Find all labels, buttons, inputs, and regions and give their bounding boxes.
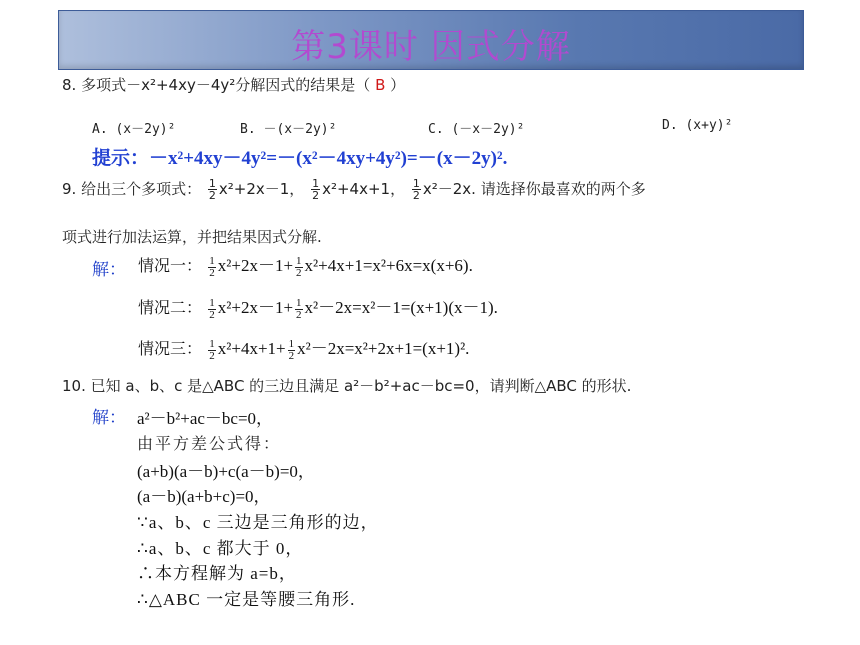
q9-stem-prefix: 9. 给出三个多项式： (62, 180, 202, 198)
fraction-numerator: 1 (209, 296, 215, 309)
q9-case2-label: 情况二： (138, 298, 203, 317)
q10-step4: (a－b)(a+b+c)=0， (137, 487, 271, 506)
q8-hint: 提示：－x²+4xy－4y²=－(x²－4xy+4y²)=－(x－2y)². (92, 148, 508, 169)
fraction-denominator: 2 (412, 189, 420, 202)
fraction-denominator: 2 (208, 189, 216, 202)
q9-case3-label: 情况三： (138, 339, 203, 358)
fraction-denominator: 2 (209, 266, 215, 279)
q9-case2 (138, 293, 498, 321)
q9-case3-part1: x²+4x+1+ (217, 339, 286, 358)
q10-step3: (a+b)(a－b)+c(a－b)=0， (137, 462, 315, 481)
q9-case3-part2: x²－2x=x²+2x+1=(x+1)². (297, 339, 470, 358)
q9-stem-line2: 项式进行加法运算，并把结果因式分解. (62, 228, 322, 246)
q10-solution-label: 解： (92, 408, 126, 428)
fraction-half (208, 339, 216, 362)
fraction-numerator: 1 (296, 254, 302, 267)
fraction-numerator: 1 (209, 337, 215, 350)
q9-solution-label: 解： (92, 260, 126, 280)
q9-case1 (138, 251, 473, 279)
q9-case1-part2: x²+4x+1=x²+6x=x(x+6). (304, 256, 473, 275)
q8-close: ） (390, 76, 406, 94)
q9-poly3: x²－2x. 请选择你最喜欢的两个多 (422, 180, 646, 198)
fraction-half (412, 178, 421, 201)
q10-step5: ∵a、b、c 三边是三角形的边， (137, 513, 379, 532)
q9-case1-label: 情况一： (138, 256, 203, 275)
q8-option-c: C. (－x－2y)² (428, 122, 525, 137)
fraction-denominator: 2 (209, 349, 215, 362)
fraction-half (295, 256, 303, 279)
fraction-half (208, 256, 216, 279)
q9-case2-part1: x²+2x－1+ (217, 298, 294, 317)
page-title: 第3课时 因式分解 (291, 27, 571, 67)
fraction-numerator: 1 (312, 177, 320, 190)
q9-poly1: x²+2x－1， (218, 180, 305, 198)
fraction-numerator: 1 (288, 337, 295, 350)
q9-case3 (138, 334, 469, 362)
fraction-denominator: 2 (312, 189, 320, 202)
q8-stem-text: 8. 多项式－x²+4xy－4y²分解因式的结果是（ (62, 76, 371, 94)
q10-step8: ∴△ABC 一定是等腰三角形. (137, 590, 356, 609)
q8-option-d: D. (x+y)² (662, 118, 733, 133)
title-banner (58, 10, 804, 70)
fraction-numerator: 1 (209, 254, 215, 267)
fraction-numerator: 1 (296, 296, 302, 309)
q8-answer: B (375, 76, 386, 94)
fraction-half (311, 178, 320, 201)
q8-stem (62, 74, 405, 95)
q10-step2: 由平方差公式得： (137, 434, 282, 453)
q9-stem-line1 (62, 178, 646, 201)
fraction-half (288, 339, 296, 362)
fraction-denominator: 2 (288, 349, 295, 362)
fraction-numerator: 1 (412, 177, 420, 190)
fraction-half (295, 298, 303, 321)
q9-case1-part1: x²+2x－1+ (217, 256, 294, 275)
fraction-denominator: 2 (296, 308, 302, 321)
fraction-denominator: 2 (209, 308, 215, 321)
q10-stem: 10. 已知 a、b、c 是△ABC 的三边且满足 a²－b²+ac－bc=0，请判断△ABC 的形状. (62, 377, 632, 395)
fraction-half (208, 178, 217, 201)
q10-step7: ∴本方程解为 a=b， (137, 564, 297, 583)
fraction-numerator: 1 (208, 177, 216, 190)
fraction-denominator: 2 (296, 266, 302, 279)
fraction-half (208, 298, 216, 321)
q10-step1: a²－b²+ac－bc=0， (137, 409, 274, 428)
q9-poly2: x²+4x+1， (322, 180, 406, 198)
q8-option-b: B. －(x－2y)² (240, 122, 337, 137)
q8-option-a: A. (x－2y)² (92, 122, 176, 137)
q9-case2-part2: x²－2x=x²－1=(x+1)(x－1). (304, 298, 498, 317)
q10-step6: ∴a、b、c 都大于 0， (137, 539, 304, 558)
